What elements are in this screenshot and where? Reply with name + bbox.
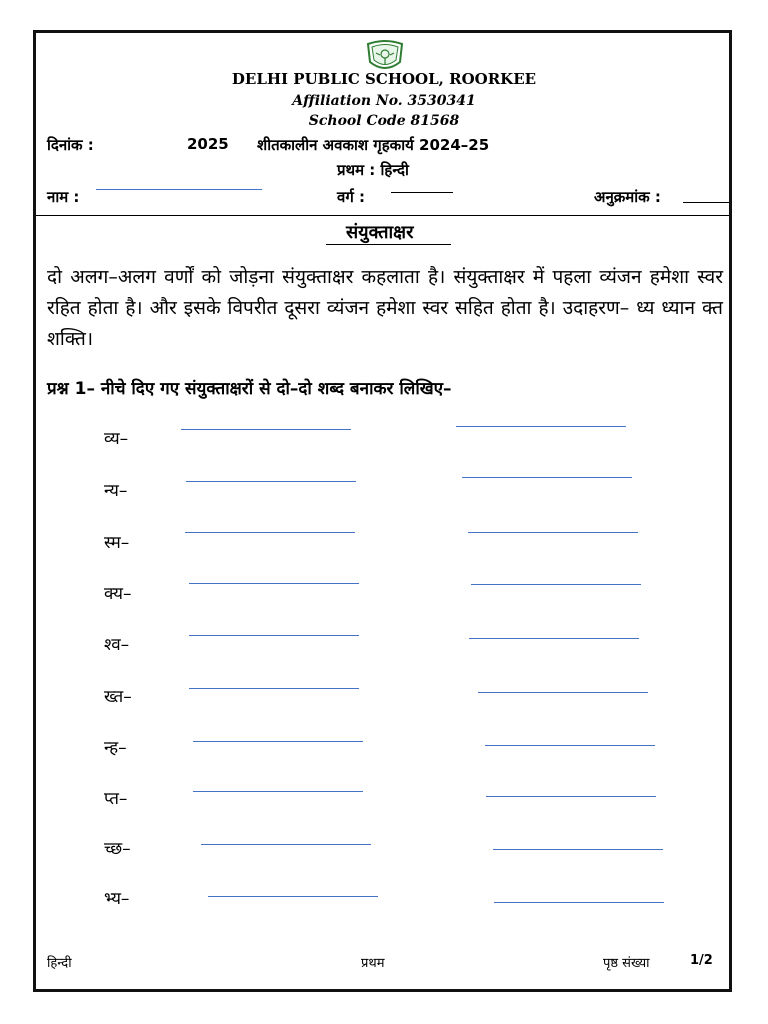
- answer-line[interactable]: [471, 584, 641, 585]
- answer-line[interactable]: [456, 426, 626, 427]
- answer-line[interactable]: [469, 638, 639, 639]
- conjunct-item: भ्य–: [104, 889, 130, 909]
- answer-line[interactable]: [185, 532, 355, 533]
- worksheet-title: शीतकालीन अवकाश गृहकार्य 2024–25: [257, 136, 490, 154]
- school-logo-icon: [364, 38, 406, 74]
- answer-line[interactable]: [193, 741, 363, 742]
- conjunct-item: न्ह–: [104, 738, 127, 758]
- conjunct-item: क्य–: [104, 584, 132, 604]
- section-label: वर्ग :: [337, 188, 366, 206]
- footer-class: प्रथम: [361, 956, 385, 971]
- conjunct-item: ख्त–: [104, 687, 132, 707]
- year: 2025: [187, 135, 229, 153]
- answer-line[interactable]: [486, 796, 656, 797]
- answer-line[interactable]: [186, 481, 356, 482]
- header-divider: [36, 215, 729, 216]
- footer-subject: हिन्दी: [47, 956, 72, 971]
- answer-line[interactable]: [181, 429, 351, 430]
- name-field-line[interactable]: [96, 189, 262, 190]
- answer-line[interactable]: [468, 532, 638, 533]
- affiliation-number: Affiliation No. 3530341: [292, 93, 476, 109]
- conjunct-item: स्म–: [104, 533, 130, 553]
- question-1: प्रश्न 1– नीचे दिए गए संयुक्ताक्षरों से दो–दो शब्द बनाकर लिखिए–: [47, 379, 452, 399]
- conjunct-item: न्य–: [104, 481, 128, 501]
- footer-page-number: 1/2: [690, 953, 713, 968]
- roll-number-label: अनुक्रमांक :: [594, 188, 661, 206]
- answer-line[interactable]: [494, 902, 664, 903]
- answer-line[interactable]: [193, 791, 363, 792]
- answer-line[interactable]: [478, 692, 648, 693]
- section-field-line[interactable]: [391, 192, 453, 193]
- school-name: DELHI PUBLIC SCHOOL, ROORKEE: [231, 70, 537, 88]
- roll-number-field-line[interactable]: [683, 202, 729, 203]
- class-subject: प्रथम : हिन्दी: [337, 161, 409, 179]
- answer-line[interactable]: [189, 583, 359, 584]
- conjunct-item: श्व–: [104, 635, 130, 655]
- date-label: दिनांक :: [47, 136, 94, 154]
- topic-description: दो अलग–अलग वर्णों को जोड़ना संयुक्ताक्षर कहलाता है। संयुक्ताक्षर में पहला व्यंजन हमेशा स्वर रहित होता है। और इसके विपरीत दूसरा व्यंजन हमेशा स्वर सहित होता है। उदाहरण– ध्य ध्यान क्त शक्ति।: [47, 266, 723, 350]
- topic-heading-underline: [326, 244, 451, 245]
- conjunct-item: प्त–: [104, 789, 128, 809]
- conjunct-item: व्य–: [104, 429, 129, 449]
- answer-line[interactable]: [189, 635, 359, 636]
- answer-line[interactable]: [485, 745, 655, 746]
- topic-heading: संयुक्ताक्षर: [346, 222, 414, 243]
- answer-line[interactable]: [493, 849, 663, 850]
- school-code: School Code 81568: [308, 113, 460, 129]
- answer-line[interactable]: [462, 477, 632, 478]
- name-label: नाम :: [47, 188, 80, 206]
- conjunct-item: च्छ–: [104, 839, 131, 859]
- answer-line[interactable]: [201, 844, 371, 845]
- footer-page-label: पृष्ठ संख्या: [603, 956, 650, 971]
- answer-line[interactable]: [208, 896, 378, 897]
- answer-line[interactable]: [189, 688, 359, 689]
